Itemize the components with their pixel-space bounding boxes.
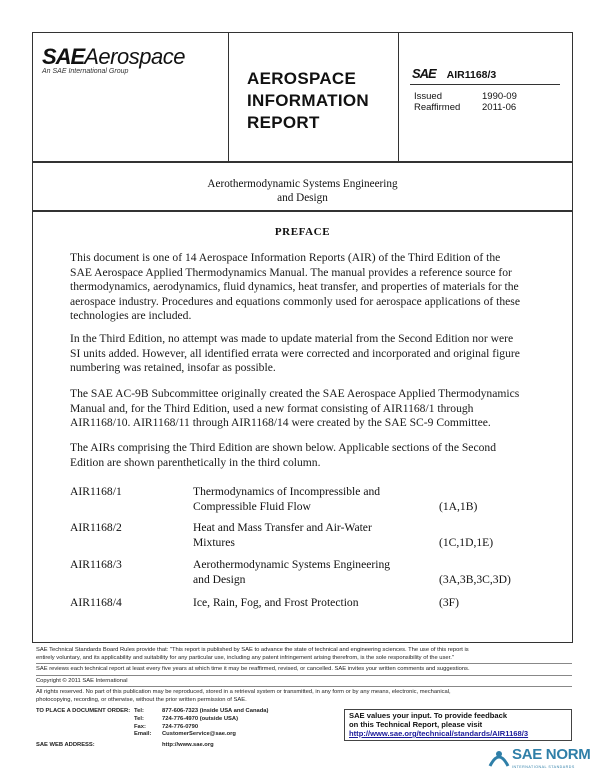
air-id: AIR1168/2 <box>70 521 122 534</box>
web-value[interactable]: http://www.sae.org <box>162 742 214 748</box>
p3-line: AIR1168/10. AIR1168/11 through AIR1168/14 were created by the SAE SC-9 Committee. <box>70 416 491 430</box>
air-title <box>193 596 359 611</box>
watermark-subtext: INTERNATIONAL STANDARDS <box>512 765 575 769</box>
doc-title-line-2: and Design <box>277 192 328 204</box>
contact-list <box>134 708 334 739</box>
air-title-line: Compressible Fluid Flow <box>193 499 311 513</box>
footer-copyright: Copyright © 2011 SAE International <box>36 678 128 684</box>
air-title <box>193 521 372 550</box>
email-value[interactable]: CustomerService@sae.org <box>162 731 236 738</box>
air-title-line: Mixtures <box>193 535 235 549</box>
air-title-line: Aerothermodynamic Systems Engineering <box>193 558 391 571</box>
p3-line: Manual and, for the Third Edition, used a new format consisting of AIR1168/1 through <box>70 401 474 415</box>
p2-line: In the Third Edition, no attempt was made to update material from the Second Edition nor were <box>70 332 514 345</box>
rights-line: photocopying, recording, or otherwise, without the prior written permission of SAE. <box>36 696 247 703</box>
preface-paragraph-1 <box>70 251 570 324</box>
email-row <box>134 731 334 739</box>
air-sections: (1C,1D,1E) <box>439 535 494 549</box>
air-sections: (1A,1B) <box>439 499 478 513</box>
air-table-row <box>70 558 570 588</box>
watermark-text: SAE NORM <box>512 746 591 763</box>
title-line-3: REPORT <box>247 113 320 132</box>
tel2-row <box>134 716 334 724</box>
footer-review: SAE reviews each technical report at least every five years at which time it may be reaffirmed, revised, or cancelled. SAE invites your written comments and suggestions. <box>36 666 470 672</box>
air-title-line: Thermodynamics of Incompressible and <box>193 485 381 498</box>
fax-label: Fax: <box>134 723 146 730</box>
reaffirmed-label: Reaffirmed <box>414 102 461 113</box>
feedback-line: on this Technical Report, please visit <box>349 720 483 729</box>
air-id: AIR1168/1 <box>70 485 122 498</box>
air-title-line: Heat and Mass Transfer and Air-Water <box>193 521 372 534</box>
footer-rule <box>36 686 572 687</box>
p4-line: Edition are shown parenthetically in the third column. <box>70 455 321 469</box>
p1-line: This document is one of 14 Aerospace Information Reports (AIR) of the Third Edition of the <box>70 251 501 264</box>
air-title-line: and Design <box>193 572 246 586</box>
tel-label: Tel: <box>134 708 144 714</box>
watermark-icon <box>488 746 510 770</box>
air-table-row <box>70 485 570 515</box>
order-label: TO PLACE A DOCUMENT ORDER: <box>36 708 131 714</box>
p1-line: aerospace industry. Procedures and equations commonly used for aerospace applications of these <box>70 294 520 308</box>
feedback-text <box>349 711 571 738</box>
air-sections: (3A,3B,3C,3D) <box>439 572 511 586</box>
sae-mark: SAE <box>412 66 436 81</box>
doc-title-line-1: Aerothermodynamic Systems Engineering <box>207 178 398 190</box>
sae-norm-watermark <box>488 744 598 774</box>
report-type-title <box>247 68 369 134</box>
p2-line: numbering was retained, insofar as possible. <box>70 361 276 375</box>
fax-row <box>134 724 334 732</box>
air-title-line: Ice, Rain, Fog, and Frost Protection <box>193 596 359 609</box>
p4-line: The AIRs comprising the Third Edition are shown below. Applicable sections of the Second <box>70 441 496 454</box>
doc-number: AIR1168/3 <box>446 69 497 81</box>
tel-value: 877-606-7323 (inside USA and Canada) <box>162 708 269 714</box>
reaffirmed-value: 2011-06 <box>482 102 517 113</box>
web-row <box>36 742 336 750</box>
logo-tagline: An SAE International Group <box>42 68 129 75</box>
tel-row <box>134 708 334 716</box>
logo-aero-text: Aerospace <box>84 44 185 69</box>
doc-number-block <box>412 66 496 81</box>
title-line-2: INFORMATION <box>247 91 369 110</box>
doc-title <box>32 177 573 205</box>
issued-row <box>414 91 564 102</box>
air-table-row <box>70 596 570 612</box>
footer-rule <box>36 675 572 676</box>
doc-number-rule <box>410 84 560 85</box>
rights-line: All rights reserved. No part of this publication may be reproduced, stored in a retrieval system or transmitted, in any form or by any means, electronic, mechanical, <box>36 689 451 695</box>
air-table-row <box>70 521 570 551</box>
sae-aerospace-logo <box>42 44 222 75</box>
footer-rules <box>36 647 572 662</box>
footer-rights <box>36 689 572 704</box>
web-label: SAE WEB ADDRESS: <box>36 742 95 748</box>
issued-value: 1990-09 <box>482 91 517 102</box>
preface-heading: PREFACE <box>274 226 331 238</box>
air-id: AIR1168/4 <box>70 596 122 609</box>
title-line-1: AEROSPACE <box>247 69 357 88</box>
rules-line: SAE Technical Standards Board Rules provide that: "This report is published by SAE to advance the state of technical and engineering sciences. The use of this report is <box>36 647 469 653</box>
feedback-line: SAE values your input. To provide feedback <box>349 711 508 720</box>
p2-line: SI units added. However, all identified errata were corrected and incorporated and original figure <box>70 346 520 360</box>
p3-line: The SAE AC-9B Subcommittee originally created the SAE Aerospace Applied Thermodynamics <box>70 387 520 400</box>
preface-paragraph-3 <box>70 387 570 431</box>
tel2-value: 724-776-4970 (outside USA) <box>162 715 239 722</box>
air-title <box>193 558 390 587</box>
preface-paragraph-4 <box>70 441 570 470</box>
footer-rule <box>36 663 572 664</box>
p1-line: SAE Aerospace Applied Thermodynamics Manual. The manual provides a reference source for <box>70 265 512 279</box>
header-divider <box>228 32 229 162</box>
fax-value: 724-776-0790 <box>162 723 199 730</box>
header-divider-right <box>398 32 399 162</box>
tel2-label: Tel: <box>134 715 144 722</box>
feedback-link[interactable]: http://www.sae.org/technical/standards/AIR1168/3 <box>349 729 529 738</box>
email-label: Email: <box>134 731 152 738</box>
air-sections: (3F) <box>439 596 459 609</box>
p1-line: technologies are included. <box>70 309 192 323</box>
air-title <box>193 485 380 514</box>
logo-sae-text: SAE <box>42 44 85 69</box>
issued-label: Issued <box>414 91 442 102</box>
reaffirmed-row <box>414 102 564 113</box>
rules-line: entirely voluntary, and its applicability and suitability for any particular use, including any patent infringement arising therefrom, is the sole responsibility of the user." <box>36 654 454 661</box>
air-id: AIR1168/3 <box>70 558 122 571</box>
preface-paragraph-2 <box>70 332 570 376</box>
p1-line: thermodynamics, aerodynamics, fluid dynamics, heat transfer, and properties of materials for the <box>70 280 519 294</box>
